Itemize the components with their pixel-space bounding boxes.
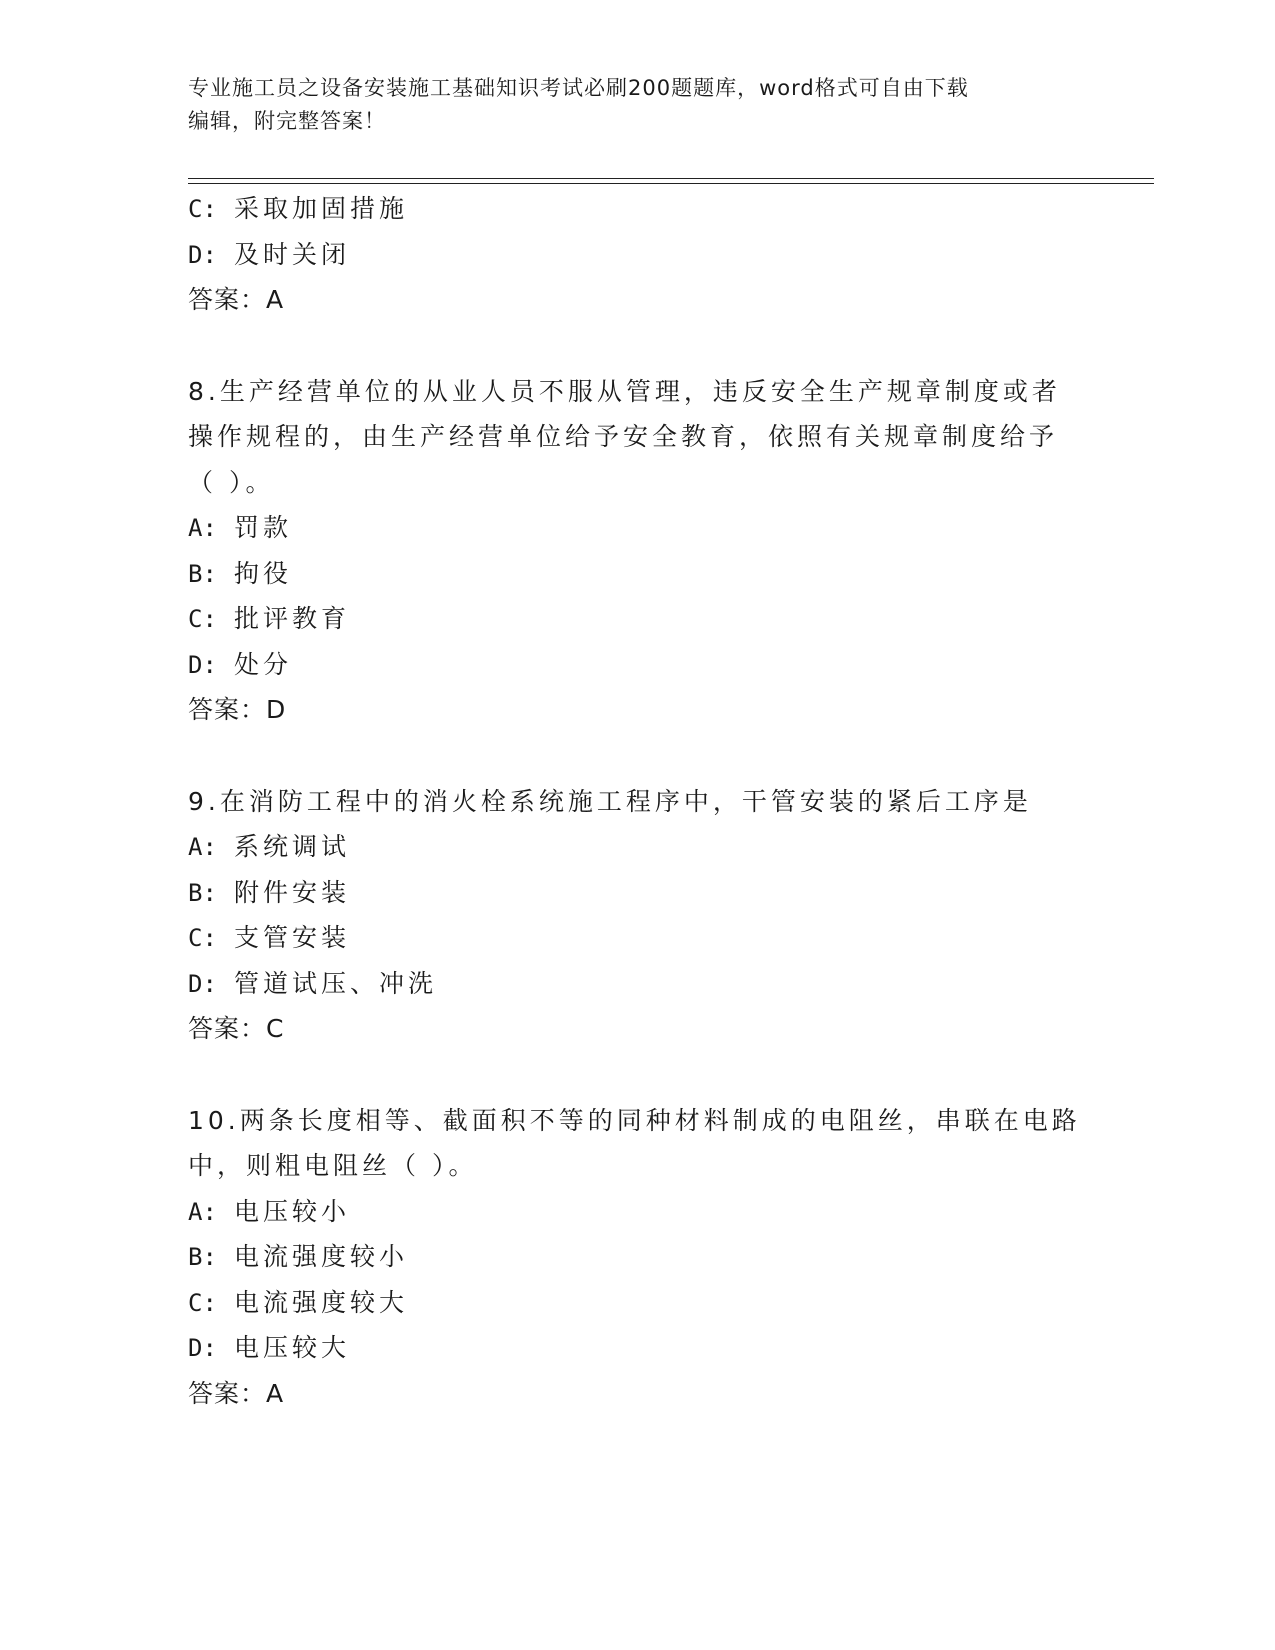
spacer bbox=[188, 733, 1088, 779]
option-letter: B: bbox=[188, 1243, 217, 1271]
question-text-line: 10.两条长度相等、截面积不等的同种材料制成的电阻丝，串联在电路 bbox=[188, 1105, 1081, 1135]
answer-line bbox=[188, 687, 1088, 733]
option-text: 电流强度较大 bbox=[234, 1287, 409, 1317]
option-letter: C: bbox=[188, 1288, 217, 1317]
option-b bbox=[188, 1234, 1088, 1280]
option-text: 电流强度较小 bbox=[234, 1242, 409, 1271]
option-text: 拘役 bbox=[234, 558, 293, 588]
option-d bbox=[188, 642, 1088, 688]
header-divider-top bbox=[188, 178, 1154, 179]
option-text: 附件安装 bbox=[234, 877, 351, 907]
option-text: 支管安装 bbox=[234, 923, 351, 952]
option-d bbox=[188, 232, 1088, 278]
option-text: 电压较大 bbox=[234, 1333, 351, 1362]
option-text: 罚款 bbox=[234, 513, 293, 542]
option-letter: A: bbox=[188, 833, 217, 861]
document-header bbox=[188, 72, 1068, 138]
question-text-line: （ ）。 bbox=[188, 467, 275, 497]
option-d bbox=[188, 1325, 1088, 1371]
question-text-line: 8.生产经营单位的从业人员不服从管理，违反安全生产规章制度或者 bbox=[188, 376, 1061, 406]
answer-label: 答案： bbox=[188, 695, 267, 724]
option-letter: C: bbox=[188, 924, 217, 952]
option-letter: C: bbox=[188, 195, 217, 223]
question-8 bbox=[188, 369, 1088, 733]
option-letter: D: bbox=[188, 650, 217, 679]
option-letter: B: bbox=[188, 559, 217, 588]
option-c bbox=[188, 1280, 1088, 1326]
answer-value: D bbox=[266, 695, 287, 724]
option-letter: D: bbox=[188, 969, 217, 998]
option-letter: B: bbox=[188, 878, 217, 907]
question-text-line: 操作规程的，由生产经营单位给予安全教育，依照有关规章制度给予 bbox=[188, 422, 1059, 451]
header-line-2: 编辑，附完整答案！ bbox=[188, 109, 386, 133]
question-text-line: 9.在消防工程中的消火栓系统施工程序中，干管安装的紧后工序是 bbox=[188, 786, 1032, 816]
option-letter: A: bbox=[188, 1197, 217, 1226]
option-text: 处分 bbox=[234, 649, 293, 679]
answer-line bbox=[188, 277, 1088, 323]
question-10 bbox=[188, 1098, 1088, 1417]
option-letter: D: bbox=[188, 1334, 217, 1362]
option-b bbox=[188, 870, 1088, 916]
answer-line bbox=[188, 1371, 1088, 1417]
option-text: 电压较小 bbox=[234, 1196, 351, 1226]
option-a bbox=[188, 824, 1088, 870]
answer-value: C bbox=[266, 1014, 285, 1043]
option-c bbox=[188, 596, 1088, 642]
header-line-1: 专业施工员之设备安装施工基础知识考试必刷200题题库，word格式可自由下载 bbox=[188, 76, 969, 100]
option-text: 系统调试 bbox=[234, 832, 351, 861]
answer-line bbox=[188, 1006, 1088, 1052]
option-c bbox=[188, 915, 1088, 961]
option-a bbox=[188, 1189, 1088, 1235]
answer-label: 答案： bbox=[188, 285, 267, 314]
option-c bbox=[188, 186, 1088, 232]
option-text: 采取加固措施 bbox=[234, 194, 409, 223]
question-text-line: 中，则粗电阻丝（ ）。 bbox=[188, 1151, 478, 1180]
option-d bbox=[188, 961, 1088, 1007]
option-b bbox=[188, 551, 1088, 597]
option-a bbox=[188, 505, 1088, 551]
answer-value: A bbox=[266, 285, 285, 314]
spacer bbox=[188, 1052, 1088, 1098]
answer-value: A bbox=[266, 1378, 285, 1408]
option-text: 批评教育 bbox=[234, 604, 351, 633]
spacer bbox=[188, 323, 1088, 369]
header-divider-bottom bbox=[188, 183, 1154, 184]
question-9 bbox=[188, 779, 1088, 1052]
question-content bbox=[188, 186, 1088, 1416]
answer-label: 答案： bbox=[188, 1378, 267, 1408]
option-text: 及时关闭 bbox=[234, 239, 351, 269]
answer-label: 答案： bbox=[188, 1014, 267, 1043]
option-text: 管道试压、冲洗 bbox=[234, 968, 438, 998]
option-letter: C: bbox=[188, 605, 217, 633]
option-letter: D: bbox=[188, 240, 217, 269]
question-7-continued bbox=[188, 186, 1088, 323]
option-letter: A: bbox=[188, 514, 217, 542]
